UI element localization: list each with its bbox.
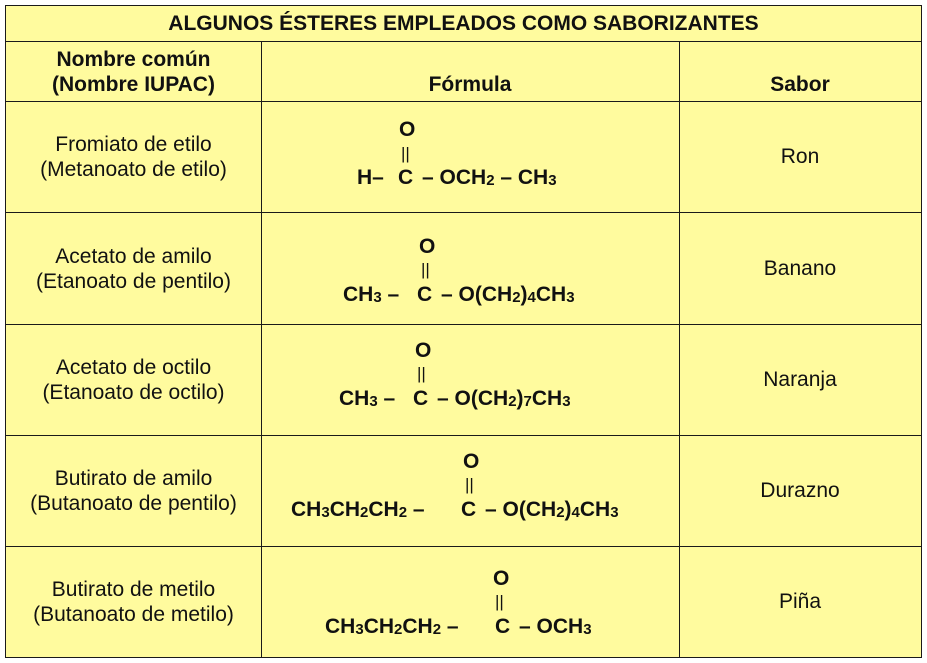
formula-cell xyxy=(261,102,679,212)
name-cell xyxy=(6,102,261,212)
header-formula: Fórmula xyxy=(261,42,679,102)
formula-carbon: C xyxy=(413,387,429,410)
iupac-name: (Etanoato de octilo) xyxy=(42,381,225,404)
flavor-cell: Ron xyxy=(780,145,820,168)
common-name: Acetato de octilo xyxy=(55,356,212,379)
formula-left: $CH_3CH_2CH_2$ – xyxy=(325,615,459,638)
iupac-name: (Butanoato de metilo) xyxy=(33,603,234,626)
formula-carbon: C xyxy=(417,283,433,306)
common-name: Acetato de amilo xyxy=(55,244,212,268)
double-bond: || xyxy=(417,364,426,383)
formula-carbon: C xyxy=(398,166,414,189)
formula-left: $CH_3CH_2CH_2$ – xyxy=(291,498,425,521)
table-title: ALGUNOS ÉSTERES EMPLEADOS COMO SABORIZANTES xyxy=(6,6,921,42)
formula-oxygen: O xyxy=(415,339,432,362)
name-cell xyxy=(6,547,261,657)
formula-right: – $OCH_3$ xyxy=(519,615,592,638)
formula-right: – $O(CH_2)_4CH_3$ xyxy=(441,283,575,306)
double-bond: || xyxy=(465,475,474,494)
header-flavor: Sabor xyxy=(679,42,921,102)
formula-cell xyxy=(261,547,679,657)
formula-right: – $OCH_2 - CH_3$ xyxy=(422,166,557,189)
flavor-cell: Naranja xyxy=(763,368,837,391)
ester-table xyxy=(5,5,922,658)
formula-carbon: C xyxy=(495,615,511,638)
formula-oxygen: O xyxy=(493,567,510,590)
formula-oxygen: O xyxy=(419,235,436,258)
header-name-line2: (Nombre IUPAC) xyxy=(52,72,215,96)
common-name: Butirato de amilo xyxy=(54,467,213,490)
common-name: Butirato de metilo xyxy=(51,578,216,601)
name-cell xyxy=(6,213,261,324)
flavor-cell: Durazno xyxy=(760,479,840,502)
formula-left: $CH_3$ – xyxy=(343,283,400,306)
iupac-name: (Metanoato de etilo) xyxy=(40,158,227,181)
double-bond: || xyxy=(401,144,410,163)
table-row xyxy=(6,547,921,657)
flavor-cell: Banano xyxy=(763,256,837,280)
table-row xyxy=(6,102,921,213)
double-bond: || xyxy=(495,592,504,611)
formula-oxygen: O xyxy=(463,450,480,473)
table-row xyxy=(6,325,921,436)
name-cell xyxy=(6,436,261,546)
formula-left: $CH_3$ – xyxy=(339,387,396,410)
header-name xyxy=(6,42,261,102)
formula-oxygen: O xyxy=(399,118,416,141)
iupac-name: (Butanoato de pentilo) xyxy=(30,492,237,515)
formula-right: – $O(CH_2)_7CH_3$ xyxy=(437,387,571,410)
formula-cell xyxy=(261,436,679,546)
name-cell xyxy=(6,325,261,435)
table-row xyxy=(6,213,921,325)
formula-left: H– xyxy=(357,166,384,189)
flavor-cell: Piña xyxy=(778,590,822,613)
formula-cell xyxy=(261,325,679,435)
formula-carbon: C xyxy=(461,498,477,521)
formula-right: – $O(CH_2)_4CH_3$ xyxy=(485,498,619,521)
table-row xyxy=(6,436,921,547)
double-bond: || xyxy=(421,260,430,279)
common-name: Fromiato de etilo xyxy=(55,133,212,156)
formula-cell xyxy=(261,213,679,324)
header-name-line1: Nombre común xyxy=(56,47,211,71)
iupac-name: (Etanoato de pentilo) xyxy=(36,269,231,293)
